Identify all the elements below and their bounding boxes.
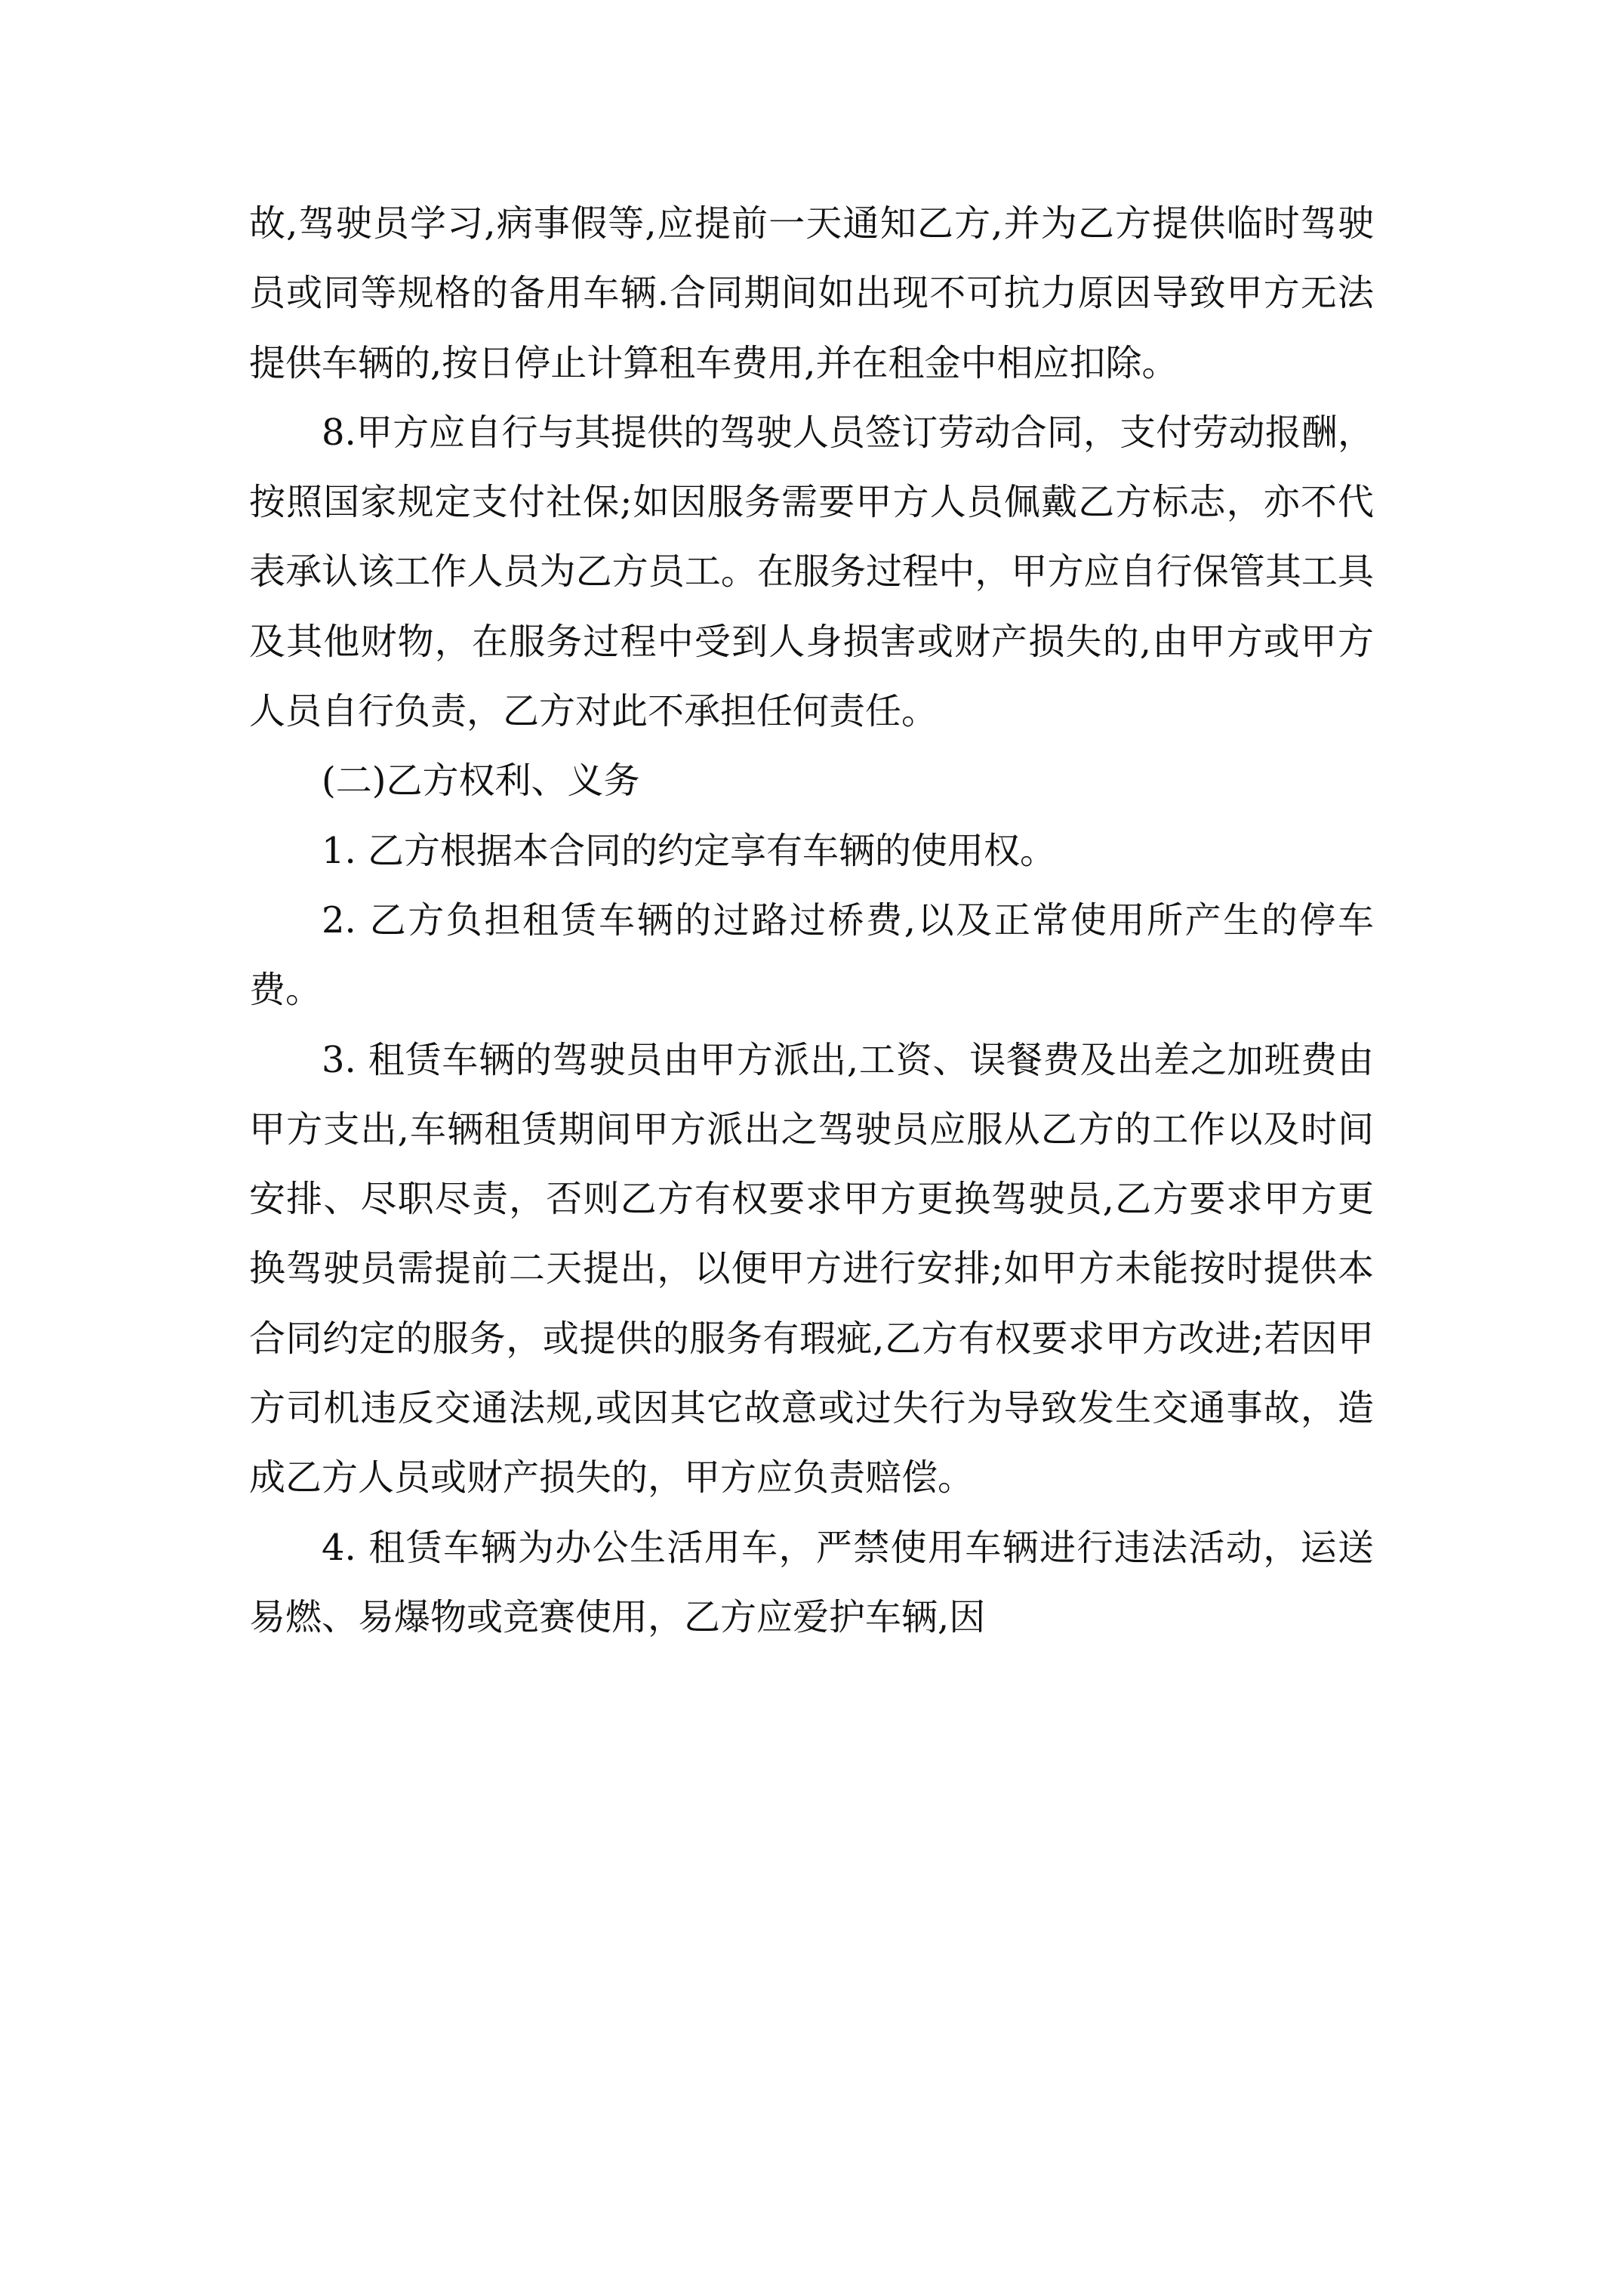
paragraph-clause-8: 8.甲方应自行与其提供的驾驶人员签订劳动合同，支付劳动报酬，按照国家规定支付社保;如因服务需要甲方人员佩戴乙方标志，亦不代表承认该工作人员为乙方员工。在服务过程中，甲方应自行保管其工具及其他财物，在服务过程中受到人身损害或财产损失的,由甲方或甲方人员自行负责，乙方对此不承担任何责任。 [249,411,1374,733]
paragraph-clause-b2: 2. 乙方负担租赁车辆的过路过桥费,以及正常使用所产生的停车费。 [249,898,1374,1012]
paragraph-continuation: 故,驾驶员学习,病事假等,应提前一天通知乙方,并为乙方提供临时驾驶员或同等规格的备用车辆.合同期间如出现不可抗力原因导致甲方无法提供车辆的,按日停止计算租车费用,并在租金中相应扣除。 [249,202,1374,384]
document-body [249,189,1374,1652]
paragraph-clause-b3: 3. 租赁车辆的驾驶员由甲方派出,工资、误餐费及出差之加班费由甲方支出,车辆租赁期间甲方派出之驾驶员应服从乙方的工作以及时间安排、尽职尽责，否则乙方有权要求甲方更换驾驶员,乙方要求甲方更换驾驶员需提前二天提出，以便甲方进行安排;如甲方未能按时提供本合同约定的服务，或提供的服务有瑕疵,乙方有权要求甲方改进;若因甲方司机违反交通法规,或因其它故意或过失行为导致发生交通事故，造成乙方人员或财产损失的，甲方应负责赔偿。 [249,1038,1374,1499]
section-heading-party-b: (二)乙方权利、义务 [322,760,640,803]
paragraph-clause-b4: 4. 租赁车辆为办公生活用车，严禁使用车辆进行违法活动，运送易燃、易爆物或竞赛使用，乙方应爱护车辆,因 [249,1526,1374,1638]
paragraph-clause-b1: 1. 乙方根据本合同的约定享有车辆的使用权。 [322,829,1057,872]
